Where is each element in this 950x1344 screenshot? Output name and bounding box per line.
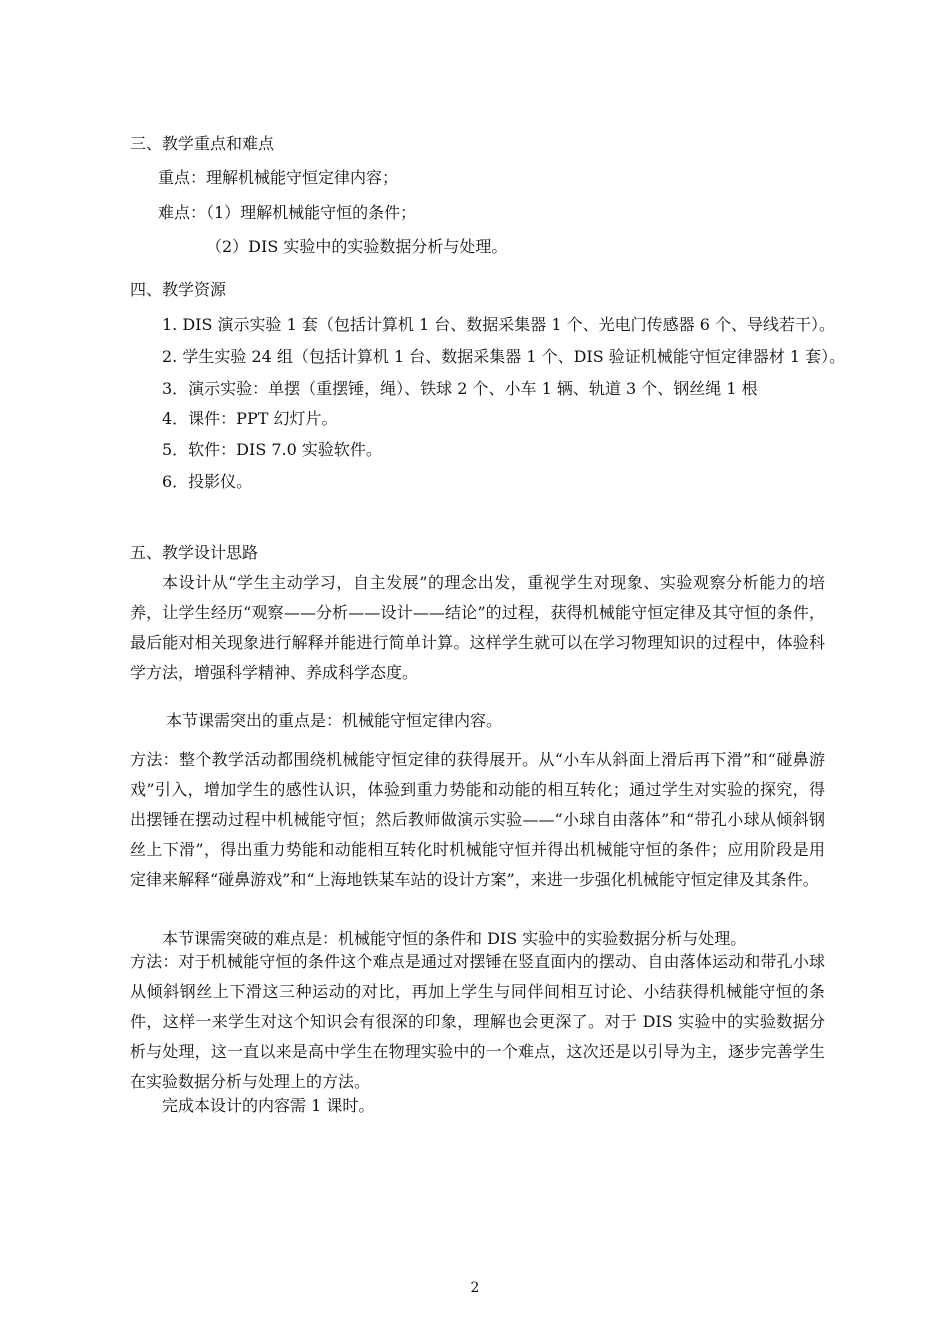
design-paragraph-2: 本节课需突出的重点是：机械能守恒定律内容。 (166, 711, 503, 730)
page-number: 2 (470, 1280, 480, 1296)
design-paragraph-4: 本节课需突破的难点是：机械能守恒的条件和 DIS 实验中的实验数据分析与处理。 (162, 929, 747, 948)
resource-item: 5．软件：DIS 7.0 实验软件。 (162, 440, 382, 459)
resource-item: 3．演示实验：单摆（重摆锤，绳）、铁球 2 个、小车 1 辆、轨道 3 个、钢丝绳 1 根 (162, 379, 758, 398)
difficulty-2: （2）DIS 实验中的实验数据分析与处理。 (206, 237, 508, 256)
design-paragraph-6: 完成本设计的内容需 1 课时。 (162, 1096, 375, 1115)
resource-item: 2. 学生实验 24 组（包括计算机 1 台、数据采集器 1 个、DIS 验证机械能守恒定律器材 1 套）。 (162, 347, 846, 366)
key-point: 重点：理解机械能守恒定律内容； (158, 168, 399, 187)
design-paragraph-3: 方法：整个教学活动都围绕机械能守恒定律的获得展开。从“小车从斜面上滑后再下滑”和“碰鼻游戏”引入，增加学生的感性认识，体验到重力势能和动能的相互转化；通过学生对实验的探究，得出摆锤在摆动过程中机械能守恒；然后教师做演示实验——“小球自由落体”和“带孔小球从倾斜钢丝上下滑”，得出重力势能和动能相互转化时机械能守恒并得出机械能守恒的条件；应用阶段是用定律来解释“碰鼻游戏”和“上海地铁某车站的设计方案”，来进一步强化机械能守恒定律及其条件。 (130, 750, 825, 889)
design-paragraph-1: 本设计从“学生主动学习，自主发展”的理念出发，重视学生对现象、实验观察分析能力的培养，让学生经历“观察——分析——设计——结论”的过程，获得机械能守恒定律及其守恒的条件，最后能对相关现象进行解释并能进行简单计算。这样学生就可以在学习物理知识的过程中，体验科学方法，增强科学精神、养成科学态度。 (130, 573, 825, 682)
resource-item: 1. DIS 演示实验 1 套（包括计算机 1 台、数据采集器 1 个、光电门传感器 6 个、导线若干）。 (162, 315, 835, 334)
design-paragraph-5: 方法：对于机械能守恒的条件这个难点是通过对摆锤在竖直面内的摆动、自由落体运动和带孔小球从倾斜钢丝上下滑这三种运动的对比，再加上学生与同伴间相互讨论、小结获得机械能守恒的条件，这样一来学生对这个知识会有很深的印象，理解也会更深了。对于 DIS 实验中的实验数据分析与处理，这一直以来是高中学生在物理实验中的一个难点，这次还是以引导为主，逐步完善学生在实验数据分析与处理上的方法。 (130, 952, 825, 1091)
resource-item: 4．课件：PPT 幻灯片。 (162, 409, 338, 428)
section-5-title: 五、教学设计思路 (130, 543, 259, 562)
section-4-title: 四、教学资源 (130, 280, 227, 299)
section-3-title: 三、教学重点和难点 (130, 134, 275, 153)
difficulty-1: 难点：（1）理解机械能守恒的条件； (158, 203, 417, 222)
resource-item: 6．投影仪。 (162, 472, 253, 491)
